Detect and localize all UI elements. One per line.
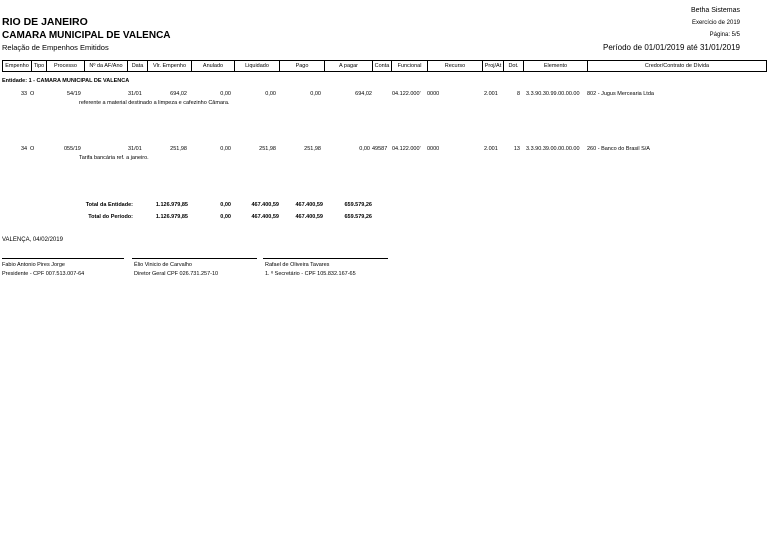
signatory-role: Diretor Geral CPF 026.731.257-10 — [134, 271, 219, 277]
total-valor: 1.126.979,85 — [155, 214, 188, 220]
report-title: Relação de Empenhos Emitidos — [2, 43, 109, 52]
col-anulado: Anulado — [191, 61, 234, 71]
proj-at: 2.001 — [484, 91, 498, 97]
total-label: Total do Período: — [88, 214, 133, 220]
empenho-tipo: O — [30, 146, 35, 152]
credor: 802 - Jugus Mercearia Ltda — [587, 91, 654, 97]
total-liquidado: 467.400,59 — [251, 202, 279, 208]
total-valor: 1.126.979,85 — [155, 202, 188, 208]
empenho-tipo: O — [30, 91, 35, 97]
liquidado: 0,00 — [265, 91, 276, 97]
anulado: 0,00 — [220, 91, 231, 97]
col-tipo: Tipo — [31, 61, 46, 71]
data: 31/01 — [128, 146, 142, 152]
col-data: Data — [127, 61, 147, 71]
total-pago: 467.400,59 — [295, 214, 323, 220]
pago: 0,00 — [310, 91, 321, 97]
signatory-name: Rafael de Oliveira Tavares — [265, 262, 330, 268]
signature-line — [132, 258, 257, 259]
col-funcional: Funcional — [391, 61, 427, 71]
total-label: Total da Entidade: — [85, 202, 133, 208]
liquidado: 251,98 — [259, 146, 276, 152]
col-credor: Credor/Contrato de Dívida — [587, 61, 767, 71]
signatory-role: Presidente - CPF 007.513.007-64 — [2, 271, 85, 277]
pago: 251,98 — [304, 146, 321, 152]
valor-empenho: 694,02 — [170, 91, 187, 97]
col-apagar: A pagar — [324, 61, 372, 71]
chamber-title: CAMARA MUNICIPAL DE VALENCA — [2, 30, 171, 41]
historico: referente a material destinado a limpeza e cafezinho Câmara. — [79, 100, 230, 106]
signature-line — [263, 258, 388, 259]
entity-label: Entidade: 1 - CAMARA MUNICIPAL DE VALENCA — [2, 78, 130, 84]
total-liquidado: 467.400,59 — [251, 214, 279, 220]
system-name: Betha Sistemas — [690, 7, 740, 14]
col-elemento: Elemento — [523, 61, 587, 71]
funcional: 04.122.000ʼ — [392, 91, 421, 97]
col-empenho: Empenho — [2, 61, 31, 71]
col-dot: Dot. — [503, 61, 523, 71]
signatory-role: 1. º Secretário - CPF 105.832.167-65 — [265, 271, 356, 277]
total-apagar: 659.579,26 — [344, 214, 372, 220]
total-anulado: 0,00 — [220, 202, 231, 208]
state-title: RIO DE JANEIRO — [2, 16, 88, 28]
col-projat: Proj/At — [482, 61, 503, 71]
empenho-number: 33 — [21, 91, 28, 97]
valor-empenho: 251,98 — [170, 146, 187, 152]
col-recurso: Recurso — [427, 61, 482, 71]
col-conta: Conta — [372, 61, 391, 71]
signatory-name: Élio Vinicio de Carvalho — [134, 262, 192, 268]
a-pagar: 694,02 — [355, 91, 372, 97]
recurso: 0000 — [427, 91, 440, 97]
funcional: 04.122.000ʼ — [392, 146, 421, 152]
dotacao: 8 — [516, 91, 520, 97]
a-pagar: 0,00 — [359, 146, 370, 152]
historico: Tarifa bancária ref. a janeiro. — [79, 155, 149, 161]
proj-at: 2.001 — [484, 146, 498, 152]
total-anulado: 0,00 — [220, 214, 231, 220]
page-number: Página: 5/5 — [709, 32, 740, 38]
column-header-row — [2, 60, 767, 72]
col-processo: Processo — [46, 61, 84, 71]
empenho-number: 34 — [21, 146, 28, 152]
col-pago: Pago — [279, 61, 324, 71]
recurso: 0000 — [427, 146, 440, 152]
conta: 49587 — [372, 146, 388, 152]
credor: 260 - Banco do Brasil S/A — [587, 146, 650, 152]
signature-line — [2, 258, 124, 259]
dotacao: 13 — [513, 146, 520, 152]
place-date: VALENÇA, 04/02/2019 — [2, 237, 63, 243]
processo: 055/19 — [64, 146, 81, 152]
elemento: 3.3.90.30.99.00.00.00 — [526, 91, 580, 97]
data: 31/01 — [128, 91, 142, 97]
col-liquidado: Liquidado — [234, 61, 279, 71]
total-pago: 467.400,59 — [295, 202, 323, 208]
col-valor: Vlr. Empenho — [147, 61, 191, 71]
processo: 54/19 — [67, 91, 81, 97]
period-range: Período de 01/01/2019 até 31/01/2019 — [602, 43, 740, 52]
fiscal-year: Exercício de 2019 — [691, 20, 740, 26]
signatory-name: Fabio Antonio Pires Jorge — [2, 262, 65, 268]
anulado: 0,00 — [220, 146, 231, 152]
col-af-ano: Nº da AF/Ano — [84, 61, 127, 71]
total-apagar: 659.579,26 — [344, 202, 372, 208]
elemento: 3.3.90.39.00.00.00.00 — [526, 146, 580, 152]
